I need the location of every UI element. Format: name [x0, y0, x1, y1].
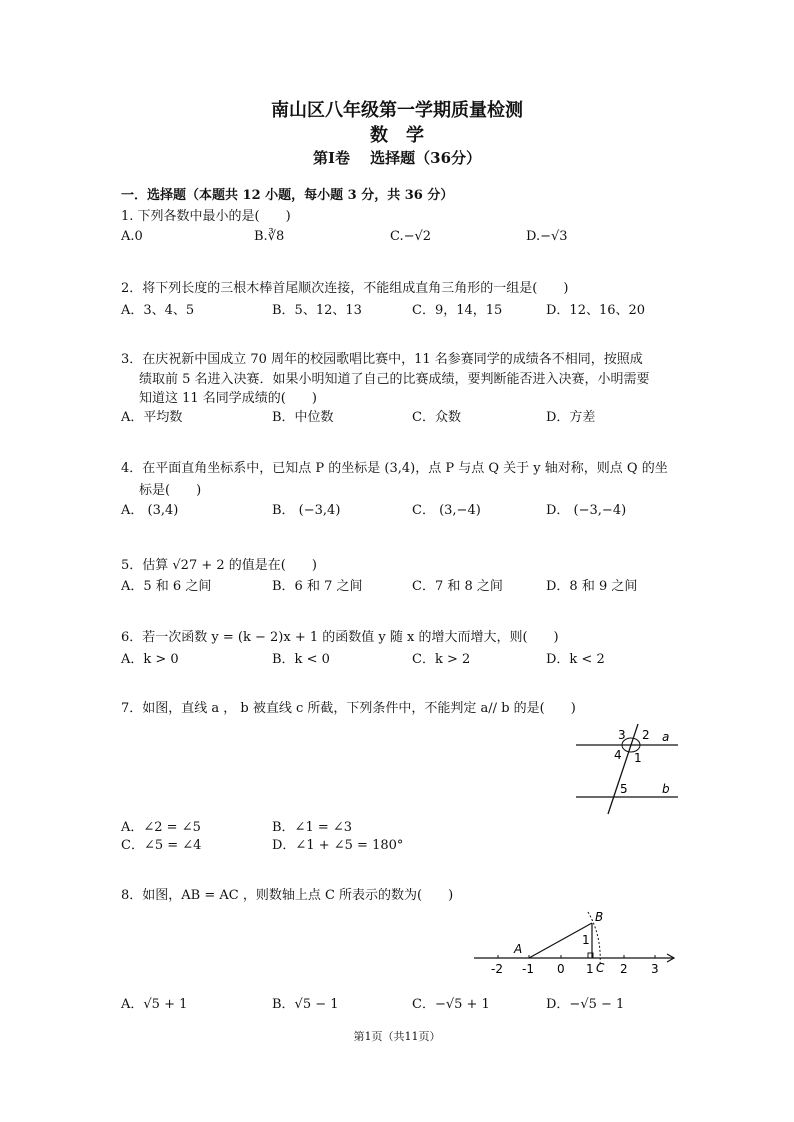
tick-label: 1 — [586, 962, 594, 976]
q4-option-c: C． (3,−4) — [412, 503, 481, 518]
angle-1-label: 1 — [634, 751, 642, 765]
q1-option-d: D.−√3 — [526, 229, 568, 244]
q6-option-d: D．k < 2 — [546, 652, 605, 667]
q7-option-a: A．∠2 = ∠5 — [121, 820, 201, 835]
tick-label: -2 — [491, 962, 503, 976]
q7-option-b: B．∠1 = ∠3 — [272, 820, 353, 835]
line-b-label: b — [662, 782, 670, 796]
q5-option-c: C．7 和 8 之间 — [412, 579, 503, 594]
q1-option-b: B.∛8 — [254, 229, 285, 244]
q5-option-b: B．6 和 7 之间 — [272, 579, 363, 594]
point-b-label: B — [595, 910, 604, 924]
q1-option-c: C.−√2 — [390, 229, 432, 244]
q5-option-d: D．8 和 9 之间 — [546, 579, 638, 594]
angle-2-label: 2 — [642, 728, 650, 742]
question-3-stem-line-1: 3．在庆祝新中国成立 70 周年的校园歌唱比赛中，11 名参赛同学的成绩各不相同，按照成 — [121, 352, 643, 367]
q2-option-d: D．12、16、20 — [546, 303, 646, 318]
page-footer: 第1页（共11页） — [353, 1030, 441, 1043]
q3-option-c: C．众数 — [412, 410, 461, 425]
subject-title: 数 学 — [370, 125, 424, 146]
q3-option-b: B．中位数 — [272, 410, 334, 425]
q4-option-b: B． (−3,4) — [272, 503, 341, 518]
line-a-label: a — [662, 730, 670, 744]
section-title: 第Ⅰ卷 选择题（36分） — [312, 149, 482, 167]
q6-option-b: B．k < 0 — [272, 652, 330, 667]
q6-option-a: A．k > 0 — [121, 652, 179, 667]
q7-option-c: C．∠5 = ∠4 — [121, 838, 202, 853]
question-1-stem: 1. 下列各数中最小的是( ) — [121, 209, 291, 224]
q1-option-a: A.0 — [121, 229, 143, 244]
question-5-stem: 5．估算 √27 + 2 的值是在( ) — [121, 558, 317, 573]
tick-label: 0 — [557, 962, 565, 976]
angle-5-label: 5 — [620, 782, 628, 796]
question-3-stem-line-2: 绩取前 5 名进入决赛．如果小明知道了自己的比赛成绩，要判断能否进入决赛，小明需要 — [139, 372, 650, 387]
question-8-stem: 8．如图，AB = AC ，则数轴上点 C 所表示的数为( ) — [121, 888, 454, 903]
point-c-label: C — [596, 961, 605, 975]
tick-label: 3 — [651, 962, 659, 976]
q4-option-a: A． (3,4) — [121, 503, 179, 518]
question-3-stem-line-3: 知道这 11 名同学成绩的( ) — [139, 391, 317, 406]
tick-label: -1 — [522, 962, 534, 976]
q2-option-b: B．5、12、13 — [272, 303, 362, 318]
height-label: 1 — [582, 933, 590, 947]
q8-option-d: D．−√5 − 1 — [546, 997, 625, 1012]
q3-option-a: A．平均数 — [121, 410, 183, 425]
q6-option-c: C．k > 2 — [412, 652, 471, 667]
q5-option-a: A．5 和 6 之间 — [121, 579, 212, 594]
question-6-stem: 6．若一次函数 y = (k − 2)x + 1 的函数值 y 随 x 的增大而增大，则( ) — [121, 630, 559, 645]
question-4-stem-line-2: 标是( ) — [139, 483, 202, 498]
q3-option-d: D．方差 — [546, 410, 596, 425]
q2-option-c: C．9，14，15 — [412, 303, 503, 318]
figure-7-parallel-lines — [570, 722, 685, 817]
q7-option-d: D．∠1 + ∠5 = 180° — [272, 838, 404, 853]
point-a-label: A — [514, 942, 523, 956]
section-instructions: 一．选择题（本题共 12 小题，每小题 3 分，共 36 分） — [121, 188, 454, 203]
question-7-stem: 7．如图，直线 a ， b 被直线 c 所截，下列条件中，不能判定 a// b 的是( ) — [121, 701, 576, 716]
q8-option-b: B．√5 − 1 — [272, 997, 339, 1012]
q4-option-d: D． (−3,−4) — [546, 503, 627, 518]
question-2-stem: 2．将下列长度的三根木棒首尾顺次连接，不能组成直角三角形的一组是( ) — [121, 281, 569, 296]
angle-4-label: 4 — [614, 748, 622, 762]
q8-option-a: A．√5 + 1 — [121, 997, 188, 1012]
q8-option-c: C．−√5 + 1 — [412, 997, 490, 1012]
figure-8-number-line — [470, 900, 680, 980]
q2-option-a: A．3、4、5 — [121, 303, 195, 318]
tick-label: 2 — [620, 962, 628, 976]
exam-title: 南山区八年级第一学期质量检测 — [271, 100, 523, 121]
angle-3-label: 3 — [618, 728, 626, 742]
question-4-stem-line-1: 4．在平面直角坐标系中，已知点 P 的坐标是 (3,4)，点 P 与点 Q 关于 y 轴对称，则点 Q 的坐 — [121, 461, 668, 476]
